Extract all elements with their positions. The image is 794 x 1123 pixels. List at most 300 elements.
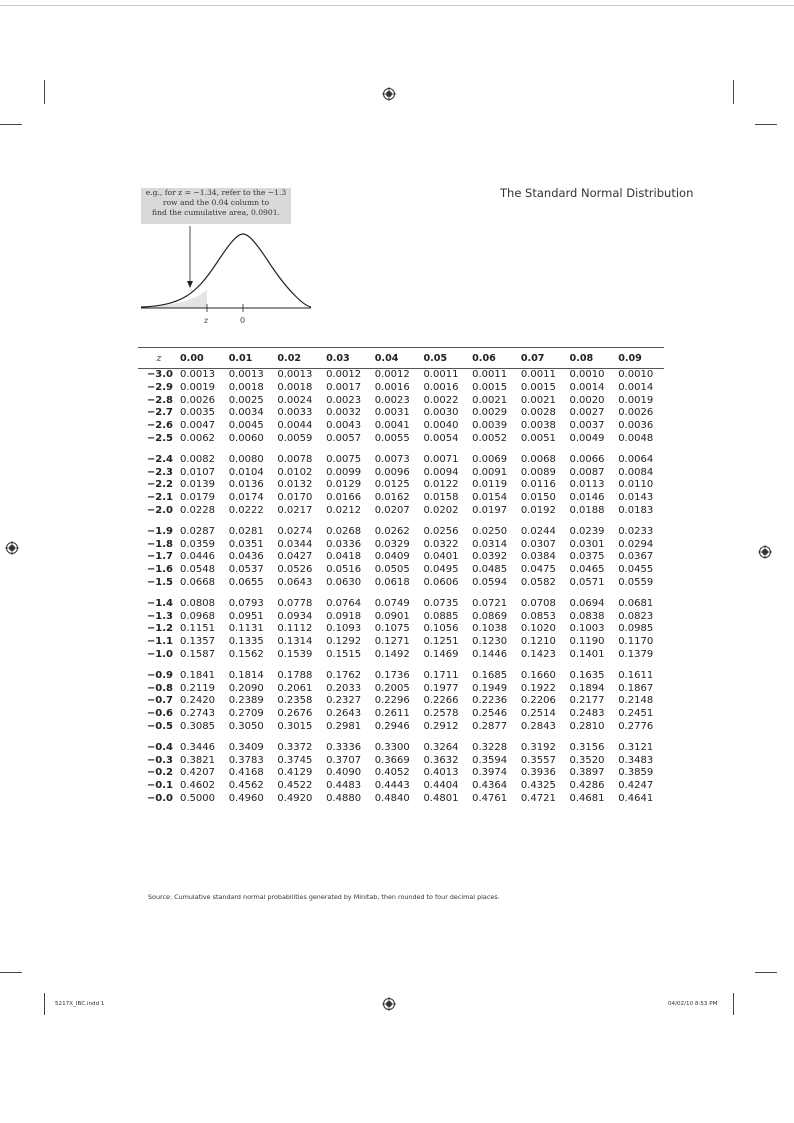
callout-line: row and the 0.04 column to [162, 198, 270, 207]
probability-cell: 0.0132 [277, 479, 313, 491]
probability-cell: 0.0516 [326, 564, 362, 576]
probability-cell: 0.0033 [277, 407, 313, 419]
probability-cell: 0.0021 [472, 394, 508, 406]
probability-cell: 0.0013 [277, 369, 313, 380]
probability-cell: 0.0028 [520, 407, 556, 419]
probability-cell: 0.0537 [228, 564, 264, 576]
crop-mark [44, 80, 45, 104]
probability-cell: 0.0778 [277, 597, 313, 609]
probability-cell: 0.0505 [374, 564, 410, 576]
probability-cell: 0.0035 [180, 407, 215, 419]
probability-cell: 0.0162 [374, 492, 410, 504]
z-value-cell: −0.3 [146, 754, 173, 766]
probability-cell: 0.0012 [374, 369, 410, 380]
probability-cell: 0.0594 [472, 576, 508, 588]
probability-cell: 0.3228 [472, 741, 508, 753]
probability-cell: 0.1660 [520, 669, 556, 681]
probability-cell: 0.3156 [569, 741, 605, 753]
probability-cell: 0.4761 [472, 792, 508, 804]
probability-cell: 0.0041 [374, 420, 410, 432]
z-table [138, 347, 664, 806]
column-header: 0.00 [177, 348, 226, 369]
probability-cell: 0.0078 [277, 453, 313, 465]
group-spacer [138, 590, 664, 598]
probability-cell: 0.1469 [423, 648, 459, 660]
probability-cell: 0.0618 [374, 576, 410, 588]
probability-cell: 0.0139 [180, 479, 215, 491]
table-row [138, 721, 664, 734]
probability-cell: 0.0918 [326, 610, 362, 622]
z-value-cell: −0.7 [146, 695, 173, 707]
probability-cell: 0.0025 [228, 394, 264, 406]
column-header-z: z [138, 348, 177, 369]
probability-cell: 0.0262 [374, 525, 410, 537]
probability-cell: 0.1685 [472, 669, 508, 681]
table-row [138, 767, 664, 780]
probability-cell: 0.4090 [326, 767, 362, 779]
probability-cell: 0.0793 [228, 597, 264, 609]
probability-cell: 0.0022 [423, 394, 459, 406]
probability-cell: 0.0029 [472, 407, 508, 419]
top-rule [0, 5, 794, 6]
probability-cell: 0.2119 [180, 682, 215, 694]
probability-cell: 0.0089 [520, 466, 556, 478]
probability-cell: 0.1949 [472, 682, 508, 694]
bell-curve [141, 234, 311, 307]
probability-cell: 0.4013 [423, 767, 459, 779]
probability-cell: 0.0052 [472, 432, 508, 444]
probability-cell: 0.4840 [374, 792, 410, 804]
probability-cell: 0.0091 [472, 466, 508, 478]
probability-cell: 0.3372 [277, 741, 313, 753]
table-row [138, 551, 664, 564]
probability-cell: 0.0013 [180, 369, 215, 380]
probability-cell: 0.3632 [423, 754, 459, 766]
probability-cell: 0.0122 [423, 479, 459, 491]
probability-cell: 0.5000 [180, 792, 215, 804]
probability-cell: 0.0021 [520, 394, 556, 406]
table-row [138, 598, 664, 611]
z-value-cell: −1.1 [146, 636, 173, 648]
probability-cell: 0.0256 [423, 525, 459, 537]
table-row [138, 539, 664, 552]
probability-cell: 0.0017 [326, 381, 362, 393]
probability-cell: 0.0034 [228, 407, 264, 419]
probability-cell: 0.1230 [472, 636, 508, 648]
probability-cell: 0.0344 [277, 538, 313, 550]
probability-cell: 0.0228 [180, 504, 215, 516]
probability-cell: 0.2236 [472, 695, 508, 707]
probability-cell: 0.1210 [520, 636, 556, 648]
probability-cell: 0.3300 [374, 741, 410, 753]
probability-cell: 0.0287 [180, 525, 215, 537]
probability-cell: 0.0202 [423, 504, 459, 516]
probability-cell: 0.3897 [569, 767, 605, 779]
probability-cell: 0.0026 [618, 407, 654, 419]
probability-cell: 0.4247 [618, 780, 654, 792]
probability-cell: 0.2843 [520, 720, 556, 732]
crop-mark [733, 993, 734, 1015]
probability-cell: 0.2643 [326, 708, 362, 720]
probability-cell: 0.1314 [277, 636, 313, 648]
probability-cell: 0.4920 [277, 792, 313, 804]
probability-cell: 0.0192 [520, 504, 556, 516]
probability-cell: 0.1151 [180, 623, 215, 635]
z-value-cell: −1.0 [146, 648, 173, 660]
table-row [138, 649, 664, 662]
z-value-cell: −1.7 [146, 551, 173, 563]
probability-cell: 0.1357 [180, 636, 215, 648]
probability-cell: 0.0233 [618, 525, 654, 537]
probability-cell: 0.0436 [228, 551, 264, 563]
probability-cell: 0.4325 [520, 780, 556, 792]
probability-cell: 0.0985 [618, 623, 654, 635]
probability-cell: 0.0064 [618, 453, 654, 465]
probability-cell: 0.0526 [277, 564, 313, 576]
probability-cell: 0.0102 [277, 466, 313, 478]
z-value-cell: −1.5 [146, 576, 173, 588]
callout-line: find the cumulative area, 0.0901. [152, 208, 280, 217]
probability-cell: 0.0212 [326, 504, 362, 516]
probability-cell: 0.1894 [569, 682, 605, 694]
probability-cell: 0.0217 [277, 504, 313, 516]
probability-cell: 0.1335 [228, 636, 264, 648]
probability-cell: 0.2743 [180, 708, 215, 720]
table-row [138, 407, 664, 420]
column-header: 0.03 [323, 348, 372, 369]
probability-cell: 0.3974 [472, 767, 508, 779]
z-value-cell: −2.9 [146, 381, 173, 393]
probability-cell: 0.0125 [374, 479, 410, 491]
probability-cell: 0.0136 [228, 479, 264, 491]
table-row [138, 526, 664, 539]
table-row [138, 780, 664, 793]
probability-cell: 0.0274 [277, 525, 313, 537]
table-row [138, 793, 664, 806]
normal-curve-figure [141, 224, 311, 329]
probability-cell: 0.2389 [228, 695, 264, 707]
registration-mark-icon [382, 997, 396, 1011]
z-value-cell: −0.5 [146, 720, 173, 732]
probability-cell: 0.0301 [569, 538, 605, 550]
probability-cell: 0.3483 [618, 754, 654, 766]
probability-cell: 0.1492 [374, 648, 410, 660]
probability-cell: 0.0446 [180, 551, 215, 563]
probability-cell: 0.0250 [472, 525, 508, 537]
probability-cell: 0.0019 [180, 381, 215, 393]
probability-cell: 0.0054 [423, 432, 459, 444]
probability-cell: 0.0030 [423, 407, 459, 419]
probability-cell: 0.0059 [277, 432, 313, 444]
probability-cell: 0.0934 [277, 610, 313, 622]
probability-cell: 0.0582 [520, 576, 556, 588]
z-value-cell: −1.6 [146, 564, 173, 576]
header-row [138, 348, 664, 369]
probability-cell: 0.0485 [472, 564, 508, 576]
probability-cell: 0.2578 [423, 708, 459, 720]
z-value-cell: −2.6 [146, 420, 173, 432]
probability-cell: 0.0281 [228, 525, 264, 537]
probability-cell: 0.3821 [180, 754, 215, 766]
column-header: 0.02 [274, 348, 323, 369]
shaded-left-tail [141, 290, 207, 308]
probability-cell: 0.2090 [228, 682, 264, 694]
probability-cell: 0.0170 [277, 492, 313, 504]
probability-cell: 0.2912 [423, 720, 459, 732]
probability-cell: 0.0294 [618, 538, 654, 550]
z-value-cell: −0.4 [146, 741, 173, 753]
z-value-cell: −0.9 [146, 669, 173, 681]
probability-cell: 0.2206 [520, 695, 556, 707]
probability-cell: 0.0051 [520, 432, 556, 444]
table-row [138, 564, 664, 577]
probability-cell: 0.0351 [228, 538, 264, 550]
crop-mark [44, 993, 45, 1015]
table-row [138, 670, 664, 683]
probability-cell: 0.3783 [228, 754, 264, 766]
probability-cell: 0.2776 [618, 720, 654, 732]
probability-cell: 0.0885 [423, 610, 459, 622]
probability-cell: 0.0968 [180, 610, 215, 622]
z-value-cell: −0.6 [146, 708, 173, 720]
probability-cell: 0.2981 [326, 720, 362, 732]
probability-cell: 0.0764 [326, 597, 362, 609]
table-row [138, 577, 664, 590]
probability-cell: 0.1056 [423, 623, 459, 635]
probability-cell: 0.1635 [569, 669, 605, 681]
probability-cell: 0.2676 [277, 708, 313, 720]
probability-cell: 0.0110 [618, 479, 654, 491]
probability-cell: 0.3192 [520, 741, 556, 753]
probability-cell: 0.0951 [228, 610, 264, 622]
probability-cell: 0.0384 [520, 551, 556, 563]
z-value-cell: −2.5 [146, 432, 173, 444]
probability-cell: 0.0019 [618, 394, 654, 406]
probability-cell: 0.4641 [618, 792, 654, 804]
probability-cell: 0.0116 [520, 479, 556, 491]
probability-cell: 0.1271 [374, 636, 410, 648]
print-timestamp: 04/02/10 8:53 PM [668, 1001, 718, 1007]
probability-cell: 0.2148 [618, 695, 654, 707]
probability-cell: 0.0023 [374, 394, 410, 406]
probability-cell: 0.0630 [326, 576, 362, 588]
probability-cell: 0.0643 [277, 576, 313, 588]
table-row [138, 708, 664, 721]
column-header: 0.09 [615, 348, 664, 369]
probability-cell: 0.3050 [228, 720, 264, 732]
probability-cell: 0.4522 [277, 780, 313, 792]
probability-cell: 0.2810 [569, 720, 605, 732]
probability-cell: 0.0268 [326, 525, 362, 537]
probability-cell: 0.0048 [618, 432, 654, 444]
probability-cell: 0.1977 [423, 682, 459, 694]
table-row [138, 479, 664, 492]
probability-cell: 0.0668 [180, 576, 215, 588]
probability-cell: 0.4602 [180, 780, 215, 792]
probability-cell: 0.3336 [326, 741, 362, 753]
probability-cell: 0.4052 [374, 767, 410, 779]
probability-cell: 0.4364 [472, 780, 508, 792]
source-note: Source: Cumulative standard normal probabilities generated by Minitab, then rounded to four decimal places. [148, 893, 500, 901]
z-value-cell: −3.0 [146, 369, 173, 380]
column-header: 0.05 [420, 348, 469, 369]
probability-cell: 0.4721 [520, 792, 556, 804]
table-row [138, 611, 664, 624]
probability-cell: 0.0465 [569, 564, 605, 576]
probability-cell: 0.0207 [374, 504, 410, 516]
table-row [138, 467, 664, 480]
probability-cell: 0.3745 [277, 754, 313, 766]
probability-cell: 0.0080 [228, 453, 264, 465]
probability-cell: 0.0166 [326, 492, 362, 504]
probability-cell: 0.0495 [423, 564, 459, 576]
column-header: 0.07 [518, 348, 567, 369]
probability-cell: 0.0838 [569, 610, 605, 622]
probability-cell: 0.0708 [520, 597, 556, 609]
probability-cell: 0.1711 [423, 669, 459, 681]
probability-cell: 0.0032 [326, 407, 362, 419]
crop-mark [755, 124, 777, 125]
probability-cell: 0.0099 [326, 466, 362, 478]
probability-cell: 0.1112 [277, 623, 313, 635]
probability-cell: 0.0183 [618, 504, 654, 516]
probability-cell: 0.4404 [423, 780, 459, 792]
probability-cell: 0.0015 [472, 381, 508, 393]
table-row [138, 683, 664, 696]
z-value-cell: −2.1 [146, 492, 173, 504]
table-row [138, 382, 664, 395]
probability-cell: 0.0559 [618, 576, 654, 588]
probability-cell: 0.1922 [520, 682, 556, 694]
zero-axis-label: 0 [240, 316, 246, 325]
probability-cell: 0.2005 [374, 682, 410, 694]
probability-cell: 0.0037 [569, 420, 605, 432]
probability-cell: 0.0901 [374, 610, 410, 622]
probability-cell: 0.0084 [618, 466, 654, 478]
table-row [138, 454, 664, 467]
crop-mark [0, 124, 22, 125]
probability-cell: 0.1446 [472, 648, 508, 660]
probability-cell: 0.0823 [618, 610, 654, 622]
probability-cell: 0.1003 [569, 623, 605, 635]
z-value-cell: −2.8 [146, 394, 173, 406]
probability-cell: 0.0129 [326, 479, 362, 491]
z-value-cell: −1.9 [146, 525, 173, 537]
z-value-cell: −2.4 [146, 453, 173, 465]
probability-cell: 0.0655 [228, 576, 264, 588]
probability-cell: 0.0808 [180, 597, 215, 609]
probability-cell: 0.0038 [520, 420, 556, 432]
probability-cell: 0.0082 [180, 453, 215, 465]
z-value-cell: −1.4 [146, 597, 173, 609]
probability-cell: 0.0571 [569, 576, 605, 588]
probability-cell: 0.0049 [569, 432, 605, 444]
probability-cell: 0.1038 [472, 623, 508, 635]
z-value-cell: −0.0 [146, 792, 173, 804]
probability-cell: 0.1020 [520, 623, 556, 635]
probability-cell: 0.1379 [618, 648, 654, 660]
probability-cell: 0.3015 [277, 720, 313, 732]
probability-cell: 0.0150 [520, 492, 556, 504]
probability-cell: 0.4207 [180, 767, 215, 779]
table-body [138, 369, 664, 806]
probability-cell: 0.3669 [374, 754, 410, 766]
probability-cell: 0.0188 [569, 504, 605, 516]
group-spacer [138, 734, 664, 742]
probability-cell: 0.1075 [374, 623, 410, 635]
probability-cell: 0.4129 [277, 767, 313, 779]
probability-cell: 0.1841 [180, 669, 215, 681]
z-value-cell: −0.8 [146, 682, 173, 694]
probability-cell: 0.0107 [180, 466, 215, 478]
z-value-cell: −2.2 [146, 479, 173, 491]
crop-mark [733, 80, 734, 104]
probability-cell: 0.0012 [326, 369, 362, 380]
probability-cell: 0.1762 [326, 669, 362, 681]
probability-cell: 0.0721 [472, 597, 508, 609]
probability-cell: 0.0548 [180, 564, 215, 576]
z-axis-label: z [204, 316, 209, 325]
probability-cell: 0.0359 [180, 538, 215, 550]
probability-cell: 0.2358 [277, 695, 313, 707]
probability-cell: 0.0307 [520, 538, 556, 550]
probability-cell: 0.0026 [180, 394, 215, 406]
group-spacer [138, 446, 664, 454]
page-title: The Standard Normal Distribution [500, 186, 694, 200]
probability-cell: 0.0119 [472, 479, 508, 491]
registration-mark-icon [758, 545, 772, 559]
probability-cell: 0.0015 [520, 381, 556, 393]
probability-cell: 0.0392 [472, 551, 508, 563]
probability-cell: 0.0039 [472, 420, 508, 432]
probability-cell: 0.1251 [423, 636, 459, 648]
registration-mark-icon [382, 87, 396, 101]
probability-cell: 0.0853 [520, 610, 556, 622]
file-name: 5217X_IBC.indd 1 [55, 1001, 105, 1007]
probability-cell: 0.0060 [228, 432, 264, 444]
probability-cell: 0.2327 [326, 695, 362, 707]
probability-cell: 0.0018 [228, 381, 264, 393]
probability-cell: 0.0040 [423, 420, 459, 432]
probability-cell: 0.2709 [228, 708, 264, 720]
probability-cell: 0.0068 [520, 453, 556, 465]
probability-cell: 0.1736 [374, 669, 410, 681]
registration-mark-icon [5, 541, 19, 555]
probability-cell: 0.0044 [277, 420, 313, 432]
probability-cell: 0.3085 [180, 720, 215, 732]
z-value-cell: −0.1 [146, 780, 173, 792]
probability-cell: 0.4168 [228, 767, 264, 779]
z-value-cell: −1.2 [146, 623, 173, 635]
probability-cell: 0.0043 [326, 420, 362, 432]
pointer-arrowhead [187, 281, 193, 288]
probability-cell: 0.0024 [277, 394, 313, 406]
probability-cell: 0.2420 [180, 695, 215, 707]
probability-cell: 0.2266 [423, 695, 459, 707]
probability-cell: 0.0694 [569, 597, 605, 609]
probability-cell: 0.2033 [326, 682, 362, 694]
probability-cell: 0.2061 [277, 682, 313, 694]
z-value-cell: −2.0 [146, 504, 173, 516]
probability-cell: 0.0014 [618, 381, 654, 393]
probability-cell: 0.1401 [569, 648, 605, 660]
probability-cell: 0.0016 [374, 381, 410, 393]
probability-cell: 0.2611 [374, 708, 410, 720]
table-row [138, 369, 664, 382]
probability-cell: 0.0066 [569, 453, 605, 465]
column-header: 0.08 [567, 348, 616, 369]
probability-cell: 0.4801 [423, 792, 459, 804]
